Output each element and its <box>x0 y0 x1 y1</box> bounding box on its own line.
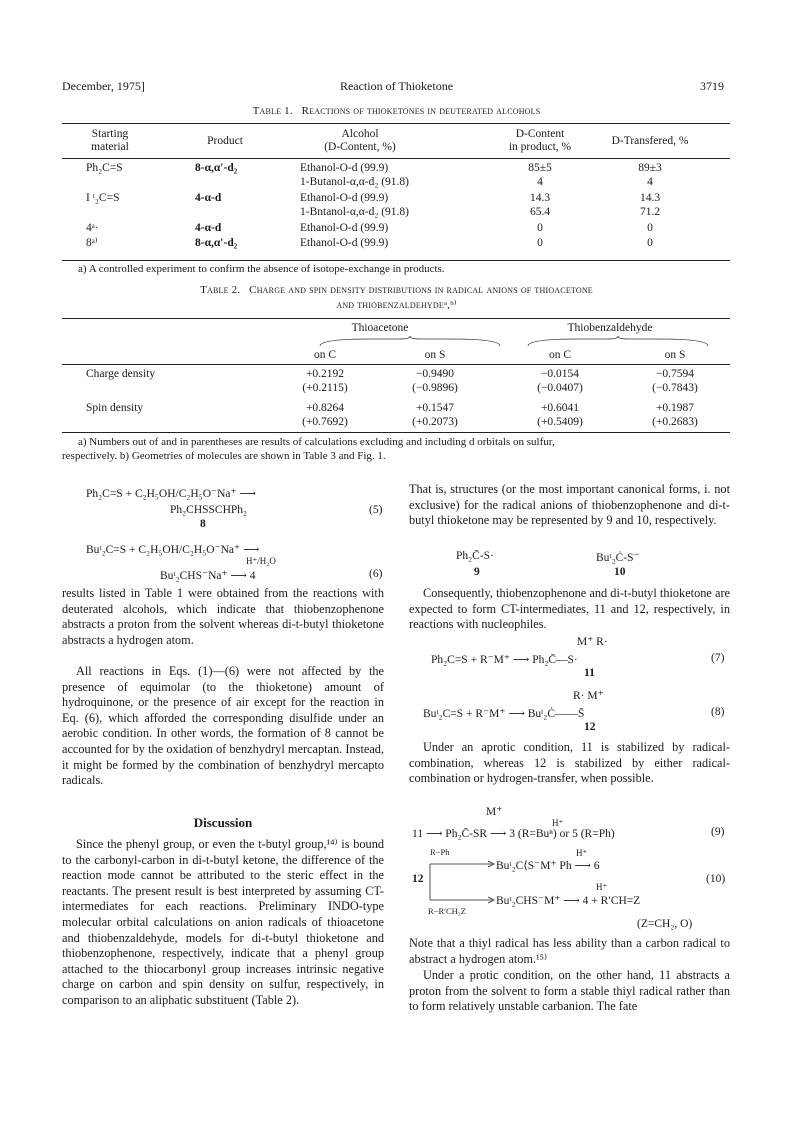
eq10-upper-h: H⁺ <box>576 848 588 858</box>
t1-cell-dtrans: 14.3 <box>639 192 661 204</box>
eq10-r-r: R−R′CH₂Z <box>428 906 466 916</box>
t1-head-starting-1: Starting <box>91 128 129 140</box>
t1-cell-alcohol: 1-Butanol-α,α-d₂ (91.8) <box>300 176 409 188</box>
eq10-branch-lines <box>428 852 498 912</box>
eq10-r-ph: R−Ph <box>430 847 450 857</box>
t1-cell-start: Ph₂C=S <box>86 162 123 174</box>
eq7-top: M⁺ R· <box>577 636 608 648</box>
table1-title: Reactions of thioketones in deuterated alcohols <box>301 105 541 117</box>
table2-label: Table 2. <box>200 284 241 296</box>
t1-cell-dtrans: 0 <box>647 222 653 234</box>
t2-value-with-d: (−0.9896) <box>412 382 458 394</box>
brace-thiobenzaldehyde <box>528 336 708 346</box>
table1-top-rule <box>62 123 730 124</box>
t2-value: +0.1547 <box>415 402 455 414</box>
t1-cell-product: 4-α-d <box>195 222 222 234</box>
table2-caption <box>0 284 793 296</box>
eq8-number: (8) <box>711 706 725 718</box>
eq10-lower: Buᵗ₂CHS⁻M⁺ ⟶ 4 + R′CH=Z <box>496 895 641 907</box>
header-center: Reaction of Thioketone <box>339 79 454 93</box>
eq6-line1: Buᵗ₂C=S + C₂H₅OH/C₂H₅O⁻Na⁺ ⟶ <box>86 544 260 556</box>
table2-head-rule <box>62 364 730 365</box>
table2-title-2: and thiobenzaldehydeᵃ,ᵇ⁾ <box>336 299 457 311</box>
t2-sub-1: on C <box>313 349 337 361</box>
header-left: December, 1975] <box>62 79 145 93</box>
t1-head-starting <box>80 128 140 154</box>
t2-value-with-d: (−0.0407) <box>537 382 583 394</box>
eq8-top: R· M⁺ <box>573 690 604 702</box>
table1-caption <box>0 105 793 117</box>
t1-cell-alcohol: Ethanol-O-d (99.9) <box>300 162 389 174</box>
t1-head-dcontent-2: in product, % <box>508 141 572 153</box>
eq9: 11 ⟶ Ph₂C̄-SR ⟶ 3 (R=Buⁿ) or 5 (R=Ph) <box>412 828 615 840</box>
t1-cell-product: 8-α,α′-d₂ <box>195 162 238 174</box>
structure-10-label: 10 <box>614 566 626 578</box>
t1-cell-product: 4-α-d <box>195 192 222 204</box>
t1-cell-dcontent: 4 <box>537 176 543 188</box>
t1-head-alcohol-2: (D-Content, %) <box>324 141 396 153</box>
t2-sub-4: on S <box>664 349 686 361</box>
eq9-top: M⁺ <box>486 806 503 818</box>
structure-9: Ph₂C̄-S· <box>456 550 494 562</box>
right-paragraph-1: That is, structures (or the most important canonical forms, i. not exclusive) for the radical anions of thiobenzophenone and di-t-butyl thioketone may be represented by 9 and 10, respectively. <box>409 482 730 528</box>
t1-cell-alcohol: Ethanol-O-d (99.9) <box>300 237 389 249</box>
eq7-compound: 11 <box>584 667 595 679</box>
t1-cell-start: I ᵗ₂C=S <box>86 192 120 204</box>
eq9-number: (9) <box>711 826 725 838</box>
t2-value: −0.7594 <box>655 368 695 380</box>
t1-cell-dcontent: 0 <box>537 222 543 234</box>
eq7-number: (7) <box>711 652 725 664</box>
t1-cell-alcohol: Ethanol-O-d (99.9) <box>300 192 389 204</box>
t1-cell-alcohol: 1-Bntanol-α,α-d₂ (91.8) <box>300 206 409 218</box>
eq8: Buᵗ₂C=S + R⁻M⁺ ⟶ Buᵗ₂Ċ——S̄ <box>423 708 585 720</box>
eq6-line2: Buᵗ₂CHS⁻Na⁺ ⟶ 4 <box>160 570 256 582</box>
table1-label: Table 1. <box>252 105 293 117</box>
left-paragraph-2: All reactions in Eqs. (1)—(6) were not affected by the presence of equimolar (to the thioketone) amount of hydroquinone, or the presence of air except for the reaction in Eq. (6), which afforded the corresponding disulfide under an aerobic condition. In other words, the formation of 8 cannot be accounted for by the oxidation of benzhydryl mercaptan. Instead, it might be formed by the combination of benzhydryl mercapto radicals. <box>62 664 384 788</box>
t2-value-with-d: (+0.2683) <box>652 416 698 428</box>
table1-footnote: a) A controlled experiment to confirm the absence of isotope-exchange in products. <box>78 263 445 275</box>
eq10-compound-12: 12 <box>412 873 424 885</box>
structure-9-label: 9 <box>474 566 480 578</box>
t2-value: +0.1987 <box>655 402 695 414</box>
section-heading: Discussion <box>193 815 253 830</box>
t2-value-with-d: (+0.2073) <box>412 416 458 428</box>
brace-thioacetone <box>320 336 500 346</box>
table2-footnote-1: a) Numbers out of and in parentheses are results of calculations excluding and including d orbitals on sulfur, <box>78 436 555 448</box>
right-paragraph-4: Note that a thiyl radical has less ability than a carbon radical to abstract a hydrogen atom.¹⁵⁾ <box>409 936 730 966</box>
right-paragraph-5: Under a protic condition, on the other hand, 11 abstracts a proton from the solvent to form a stable thiyl radical rather than to form relatively unstable carbanion. The fate <box>409 968 730 1014</box>
t1-head-alcohol-1: Alcohol <box>341 128 379 140</box>
table1-bottom-rule <box>62 260 730 261</box>
t1-cell-dcontent: 65.4 <box>529 206 551 218</box>
eq10-upper: Buᵗ₂C⟨S⁻M⁺ Ph ⟶ 6 <box>496 860 600 872</box>
t2-group-braces <box>280 336 720 348</box>
eq5-line2: Ph₂CHSSCHPh₂ <box>170 504 248 516</box>
eq5-number: (5) <box>369 504 383 516</box>
right-paragraph-2: Consequently, thiobenzophenone and di-t-butyl thioketone are expected to form CT-intermediates, 11 and 12, respectively, in reactions with nucleophiles. <box>409 586 730 632</box>
t1-head-product: Product <box>207 135 243 147</box>
eq8-compound: 12 <box>584 721 596 733</box>
table1-head-rule <box>62 158 730 159</box>
t2-row-label: Spin density <box>86 402 144 414</box>
t1-head-dcontent <box>490 128 590 154</box>
eq7: Ph₂C=S + R⁻M⁺ ⟶ Ph₂C̄—S· <box>431 654 578 666</box>
t2-row-label: Charge density <box>86 368 156 380</box>
t2-sub-3: on C <box>548 349 572 361</box>
eq10-z: (Z=CH₂, O) <box>637 918 693 930</box>
structure-10: Buᵗ₂Ċ-S⁻ <box>596 552 640 564</box>
t2-value: −0.9490 <box>415 368 455 380</box>
t1-cell-dtrans: 0 <box>647 237 653 249</box>
t1-cell-dcontent: 0 <box>537 237 543 249</box>
t2-group-thiobenzaldehyde: Thiobenzaldehyde <box>567 322 653 334</box>
t2-value-with-d: (+0.5409) <box>537 416 583 428</box>
eq6-condition: H⁺/H₂O <box>246 556 276 566</box>
eq5-line1: Ph₂C=S + C₂H₅OH/C₂H₅O⁻Na⁺ ⟶ <box>86 488 256 500</box>
eq10-number: (10) <box>706 873 726 885</box>
t1-cell-alcohol: Ethanol-O-d (99.9) <box>300 222 389 234</box>
t2-value: +0.2192 <box>305 368 345 380</box>
t2-sub-2: on S <box>424 349 446 361</box>
eq6-number: (6) <box>369 568 383 580</box>
t1-cell-dtrans: 4 <box>647 176 653 188</box>
eq9-h: H⁺ <box>552 818 564 828</box>
eq10-lower-h: H⁺ <box>596 882 608 892</box>
eq5-compound: 8 <box>200 518 206 530</box>
t1-head-alcohol <box>300 128 420 154</box>
t2-value-with-d: (+0.2115) <box>302 382 348 394</box>
t2-value-with-d: (+0.7692) <box>302 416 348 428</box>
t1-head-starting-2: material <box>91 141 129 153</box>
table2-title-1: Charge and spin density distributions in radical anions of thioacetone <box>249 284 593 296</box>
t2-value: +0.6041 <box>540 402 580 414</box>
left-paragraph-3: Since the phenyl group, or even the t-butyl group,¹⁴⁾ is bound to the carbonyl-carbon in di-t-butyl ketone, the difference of the reaction mode cannot be attributed to the steric effect in the reactants. The present result is best interpreted by assuming CT-intermediates for each reactions. Preliminary INDO-type molecular orbital calculations on anion radicals of thioacetone and thiobenzaldehyde, models for di-t-butyl thioketone and thiobenzophenone, respectively, indicate that a phenyl group attached to the thiocarbonyl group increases intrinsic negative charge on carbon and spin density on sulfur, respectively, in comparison to an aliphatic substituent (Table 2). <box>62 837 384 1007</box>
t1-cell-start: 8ᵃ⁾ <box>86 237 98 249</box>
t2-group-thioacetone: Thioacetone <box>351 322 409 334</box>
t2-value: +0.8264 <box>305 402 345 414</box>
t1-head-dcontent-1: D-Content <box>515 128 565 140</box>
t1-cell-start: 4ᵃ· <box>86 222 99 234</box>
t1-cell-dtrans: 89±3 <box>638 162 662 174</box>
table2-top-rule <box>62 318 730 319</box>
right-paragraph-3: Under an aprotic condition, 11 is stabilized by radical-combination, whereas 12 is stabilized by either radical-combination or hydrogen-transfer, when possible. <box>409 740 730 786</box>
t1-cell-dcontent: 14.3 <box>529 192 551 204</box>
t1-cell-product: 8-α,α′-d₂ <box>195 237 238 249</box>
t1-cell-dcontent: 85±5 <box>528 162 552 174</box>
t1-cell-dtrans: 71.2 <box>639 206 661 218</box>
table2-footnote-2: respectively. b) Geometries of molecules are shown in Table 3 and Fig. 1. <box>62 450 386 462</box>
t2-value-with-d: (−0.7843) <box>652 382 698 394</box>
t1-head-dtransfered: D-Transfered, % <box>611 135 689 147</box>
table2-bottom-rule <box>62 432 730 433</box>
page-number: 3719 <box>700 79 724 93</box>
left-paragraph-1: results listed in Table 1 were obtained from the reactions with deuterated alcohols, which indicate that thiobenzophenone abstracts a proton from the solvent whereas di-t-butyl thioketone abstracts a hydrogen atom. <box>62 586 384 647</box>
t2-value: −0.0154 <box>540 368 580 380</box>
